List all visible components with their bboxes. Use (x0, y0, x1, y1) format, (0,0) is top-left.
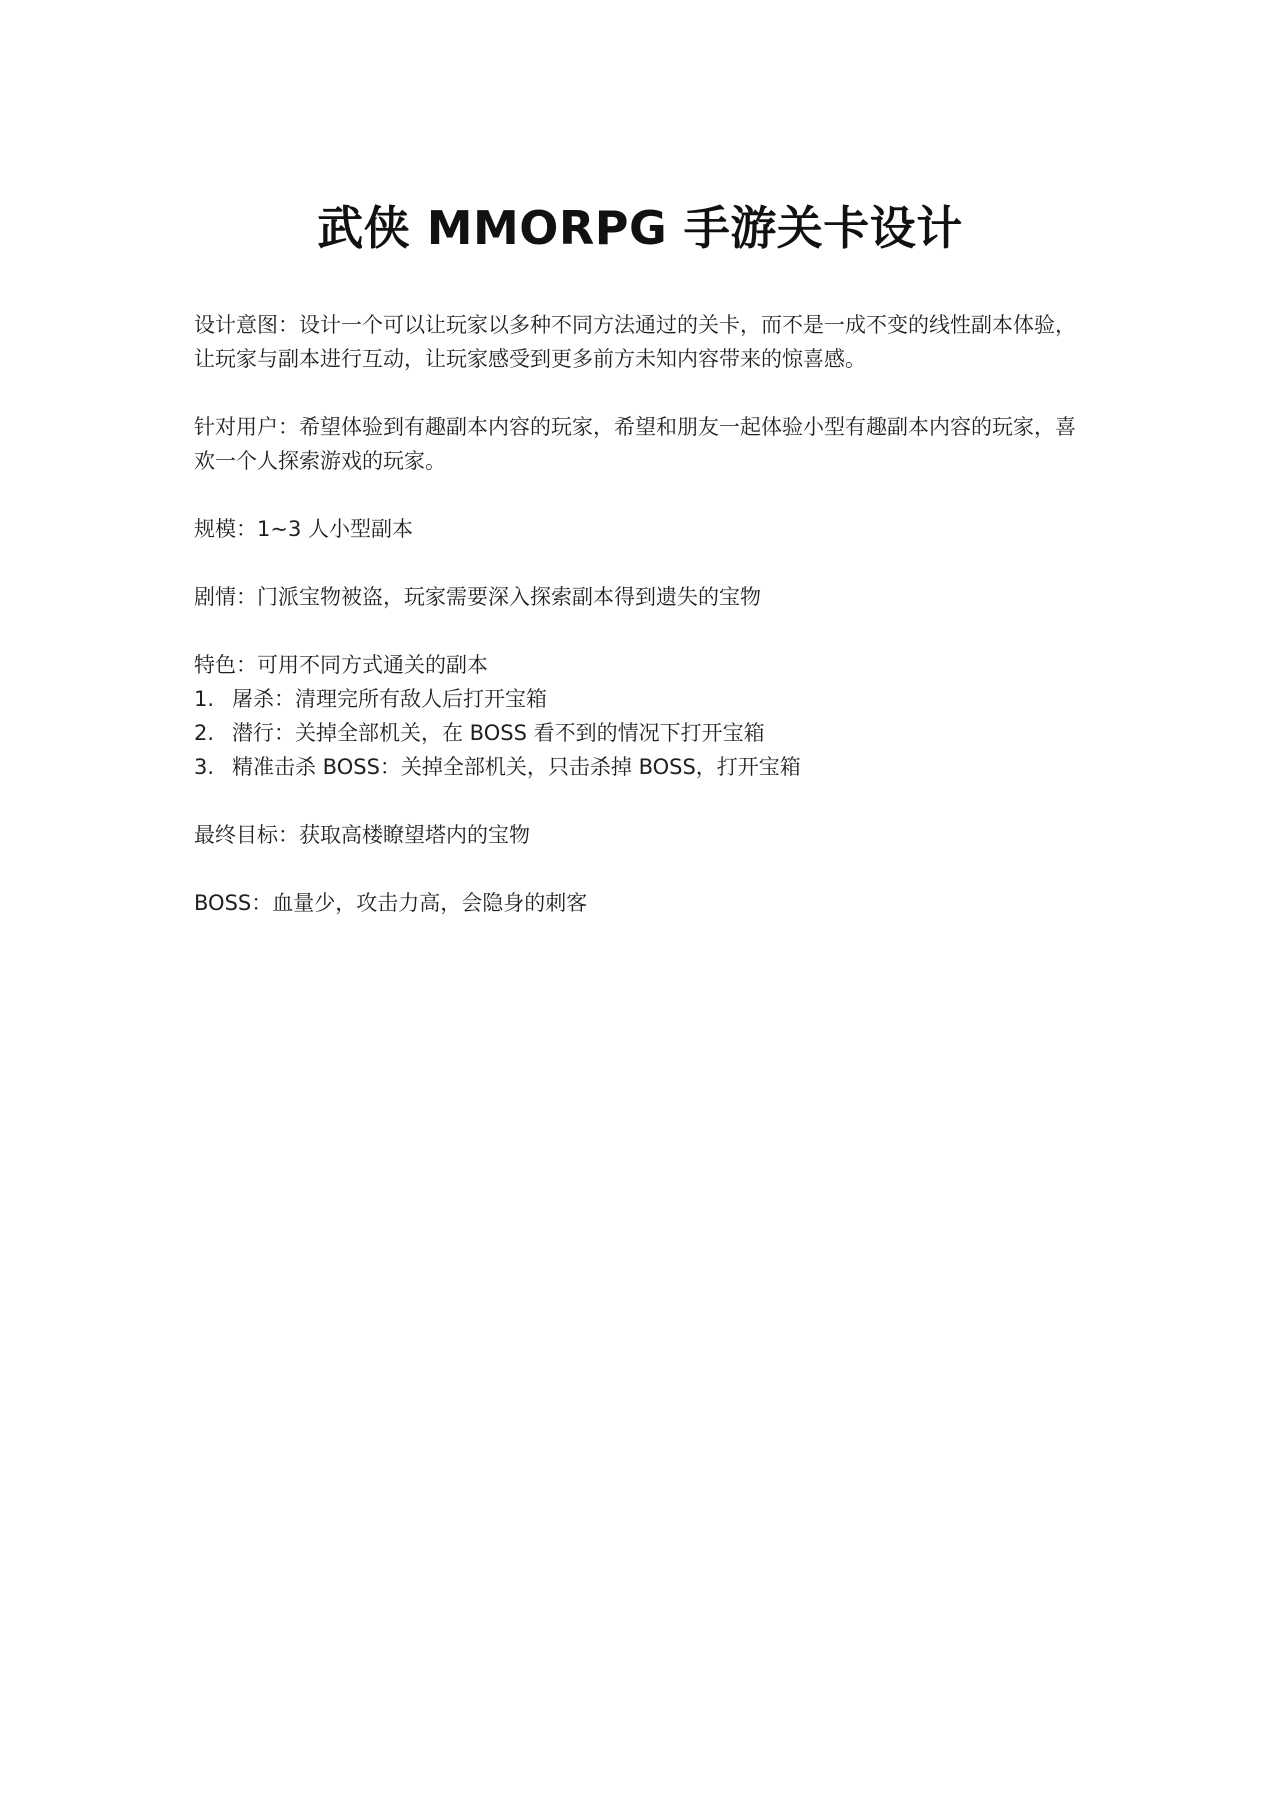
document-body (194, 308, 1094, 954)
list-item-text: 精准击杀 BOSS：关掉全部机关，只击杀掉 BOSS，打开宝箱 (232, 755, 801, 779)
list-item-number: 1. (194, 687, 215, 711)
list-item-text: 屠杀：清理完所有敌人后打开宝箱 (232, 687, 547, 711)
features-section (194, 648, 1094, 784)
features-heading: 特色：可用不同方式通关的副本 (194, 653, 488, 677)
list-item-number: 2. (194, 721, 215, 745)
features-list (194, 682, 1094, 784)
list-item (194, 716, 1094, 750)
list-item (194, 750, 1094, 784)
paragraph-target-users: 针对用户：希望体验到有趣副本内容的玩家，希望和朋友一起体验小型有趣副本内容的玩家，喜欢一个人探索游戏的玩家。 (194, 415, 1076, 473)
paragraph-story: 剧情：门派宝物被盗，玩家需要深入探索副本得到遗失的宝物 (194, 585, 761, 609)
paragraph-scale: 规模：1~3 人小型副本 (194, 517, 413, 541)
list-item-number: 3. (194, 755, 215, 779)
list-item (194, 682, 1094, 716)
list-item-text: 潜行：关掉全部机关，在 BOSS 看不到的情况下打开宝箱 (232, 721, 765, 745)
paragraph-design-intent: 设计意图：设计一个可以让玩家以多种不同方法通过的关卡，而不是一成不变的线性副本体验，让玩家与副本进行互动，让玩家感受到更多前方未知内容带来的惊喜感。 (194, 313, 1076, 371)
paragraph-final-goal: 最终目标：获取高楼瞭望塔内的宝物 (194, 823, 530, 847)
document-title: 武侠 MMORPG 手游关卡设计 (317, 201, 963, 255)
paragraph-boss: BOSS：血量少，攻击力高，会隐身的刺客 (194, 891, 588, 915)
